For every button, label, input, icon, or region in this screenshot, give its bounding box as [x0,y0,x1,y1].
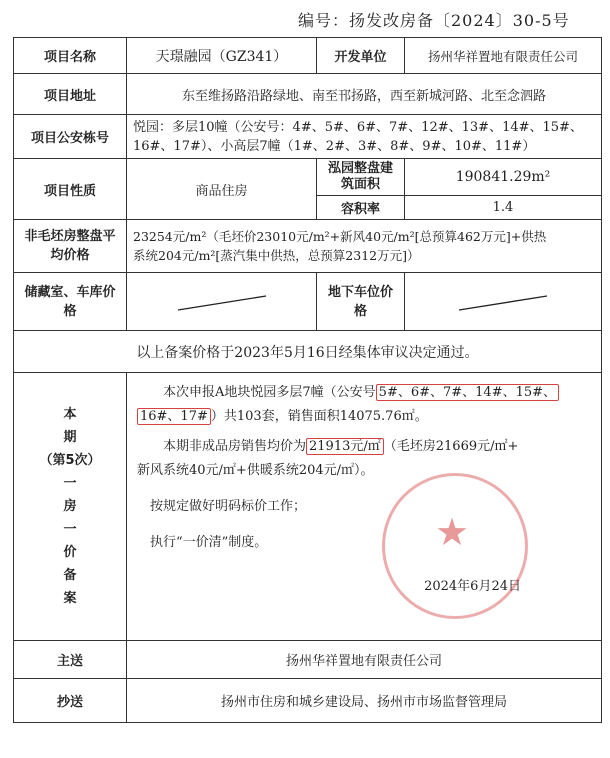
parking-value-blank [405,273,602,331]
avg-price-line-2: 系统204元/m²[蒸汽集中供热，总预算2312万元]） [133,248,420,263]
row-current-phase [14,373,602,641]
developer-value: 扬州华祥置地有限责任公司 [405,38,602,74]
cc-value: 扬州市住房和城乡建设局、扬州市市场监督管理局 [127,679,602,723]
project-name-value: 天璟融园（GZ341） [127,38,317,74]
phase-paragraph-3: 按规定做好明码标价工作； [150,499,307,514]
avg-price-value [127,220,602,273]
storage-value-blank [127,273,317,331]
highlight-box-building-numbers: 5#、6#、7#、14#、15#、 [376,384,559,401]
parking-slash-mark [453,290,553,314]
buildings-value [127,115,602,159]
row-buildings [14,115,602,159]
phase-label [14,373,127,641]
highlight-box-building-numbers-cont: 16#、17# [137,408,211,425]
phase-label-char: 一 [63,522,77,537]
phase-para2-text: 本期非成品房销售均价为 [163,439,307,454]
row-average-price [14,220,602,273]
row-storage-parking [14,273,602,331]
document-number: 编号：扬发改房备〔2024〕30-5号 [298,11,570,30]
phase-date: 2024年6月24日 [424,579,521,594]
nature-label: 项目性质 [14,159,127,220]
phase-paragraph-2 [137,435,591,483]
phase-paragraph-4: 执行“一价清”制度。 [150,535,268,550]
phase-label-char: 一 [63,476,77,491]
to-value: 扬州华祥置地有限责任公司 [127,641,602,679]
avg-price-line-1: 23254元/m²（毛坯价23010元/m²+新风40元/m²[总预算462万元]+供热 [133,229,547,244]
cc-label: 抄送 [14,679,127,723]
storage-slash-mark [172,290,272,314]
price-filing-table [13,37,602,723]
phase-para2-tail: （毛坯房21669元/㎡+ [383,439,519,454]
row-to [14,641,602,679]
developer-label: 开发单位 [317,38,405,74]
row-approval-note [14,331,602,373]
avg-price-label: 非毛坯房整盘平均价格 [14,220,127,273]
seal-star-icon: ★ [435,510,470,554]
storage-label: 储藏室、车库价格 [14,273,127,331]
phase-paragraph-1 [137,381,591,429]
address-value: 东至维扬路沿路绿地、南至邗扬路，西至新城河路、北至念泗路 [127,74,602,115]
buildings-line-2: 16#、17#）、小高层7幢（1#、2#、3#、8#、9#、10#、11#） [133,138,536,154]
approval-note: 以上备案价格于2023年5月16日经集体审议决定通过。 [14,331,602,373]
buildings-label: 项目公安栋号 [14,115,127,159]
row-address [14,74,602,115]
phase-para1-tail: ）共103套，销售面积14075.76㎡。 [210,409,428,424]
plot-ratio-label: 容积率 [317,196,405,220]
row-project-name [14,38,602,74]
phase-label-char: 案 [63,591,77,606]
area-value: 190841.29m² [405,159,602,196]
nature-value: 商品住房 [127,159,317,220]
parking-label: 地下车位价格 [317,273,405,331]
phase-label-char: 期 [63,430,77,445]
address-label: 项目地址 [14,74,127,115]
phase-label-char: 本 [63,407,77,422]
phase-para1-text: 本次申报A地块悦园多层7幢（公安号 [163,385,376,400]
highlight-box-average-price: 21913元/㎡ [306,438,384,455]
phase-label-char: 备 [63,568,77,583]
row-nature [14,159,602,196]
buildings-line-1: 悦园：多层10幢（公安号：4#、5#、6#、7#、12#、13#、14#、15#、 [133,119,583,135]
phase-content [127,373,602,641]
plot-ratio-value: 1.4 [405,196,602,220]
row-cc [14,679,602,723]
phase-label-char: 价 [63,545,77,560]
to-label: 主送 [14,641,127,679]
phase-label-char: 房 [63,499,77,514]
project-name-label: 项目名称 [14,38,127,74]
phase-label-char: （第5次） [39,453,101,468]
area-label: 泓园整盘建筑面积 [317,159,405,196]
phase-para2-line2: 新风系统40元/㎡+供暖系统204元/㎡）。 [137,463,374,478]
